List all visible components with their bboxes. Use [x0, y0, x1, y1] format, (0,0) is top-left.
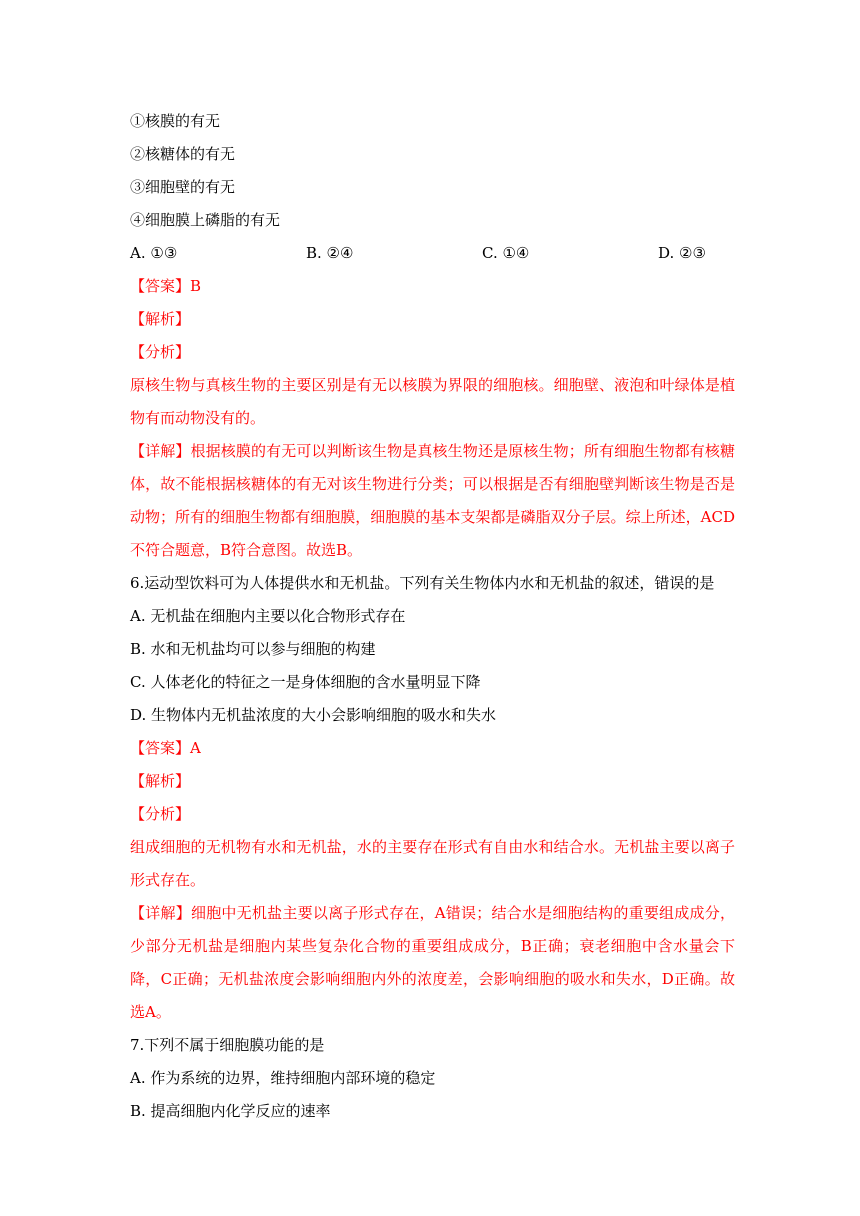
q6-option-b: B. 水和无机盐均可以参与细胞的构建 — [130, 640, 376, 658]
q6-option-c: C. 人体老化的特征之一是身体细胞的含水量明显下降 — [130, 673, 481, 691]
q6-option-a: A. 无机盐在细胞内主要以化合物形式存在 — [130, 607, 406, 625]
q5-statement-1: ①核膜的有无 — [130, 112, 221, 130]
q5-statement-4: ④细胞膜上磷脂的有无 — [130, 211, 281, 229]
q5-fenxi-label: 【分析】 — [130, 343, 191, 361]
q6-answer — [130, 732, 735, 765]
q5-analysis-label: 【解析】 — [130, 310, 191, 328]
q6-stem: 6.运动型饮料可为人体提供水和无机盐。下列有关生物体内水和无机盐的叙述，错误的是 — [130, 574, 715, 592]
q7-option-b: B. 提高细胞内化学反应的速率 — [130, 1102, 331, 1120]
q6-option-d: D. 生物体内无机盐浓度的大小会影响细胞的吸水和失水 — [130, 706, 497, 724]
detail-text: 细胞中无机盐主要以离子形式存在，A错误；结合水是细胞结构的重要组成成分，少部分无机盐是细胞内某些复杂化合物的重要组成成分，B正确；衰老细胞中含水量会下降，C正确；无机盐浓度会影响细胞内外的浓度差，会影响细胞的吸水和失水，D正确。故选A。 — [130, 904, 735, 1021]
detail-label: 【详解】 — [130, 442, 191, 460]
q5-answer — [130, 270, 735, 303]
detail-label: 【详解】 — [130, 904, 191, 922]
answer-label: 【答案】 — [130, 739, 191, 757]
q5-statement-3: ③细胞壁的有无 — [130, 178, 236, 196]
q6-detail — [130, 897, 735, 1029]
q5-statement-2: ②核糖体的有无 — [130, 145, 236, 163]
q5-option-d: D. ②③ — [658, 244, 706, 262]
detail-text: 根据核膜的有无可以判断该生物是真核生物还是原核生物；所有细胞生物都有核糖体，故不能根据核糖体的有无对该生物进行分类；可以根据是否有细胞壁判断该生物是否是动物；所有的细胞生物都有细胞膜，细胞膜的基本支架都是磷脂双分子层。综上所述，ACD不符合题意，B符合意图。故选B。 — [130, 442, 735, 559]
q5-options — [130, 237, 735, 270]
q6-analysis-label: 【解析】 — [130, 772, 191, 790]
document-page — [130, 105, 735, 1128]
answer-label: 【答案】 — [130, 277, 191, 295]
q6-fenxi-label: 【分析】 — [130, 805, 191, 823]
q5-option-b: B. ②④ — [306, 244, 354, 262]
answer-value: A — [190, 739, 201, 757]
answer-value: B — [190, 277, 202, 295]
q5-detail — [130, 435, 735, 567]
q7-option-a: A. 作为系统的边界，维持细胞内部环境的稳定 — [130, 1069, 436, 1087]
q7-stem: 7.下列不属于细胞膜功能的是 — [130, 1036, 325, 1054]
q5-fenxi-text: 原核生物与真核生物的主要区别是有无以核膜为界限的细胞核。细胞壁、液泡和叶绿体是植物有而动物没有的。 — [130, 376, 735, 427]
q5-option-a: A. ①③ — [130, 244, 178, 262]
q5-option-c: C. ①④ — [482, 244, 530, 262]
q6-fenxi-text: 组成细胞的无机物有水和无机盐，水的主要存在形式有自由水和结合水。无机盐主要以离子形式存在。 — [130, 838, 735, 889]
